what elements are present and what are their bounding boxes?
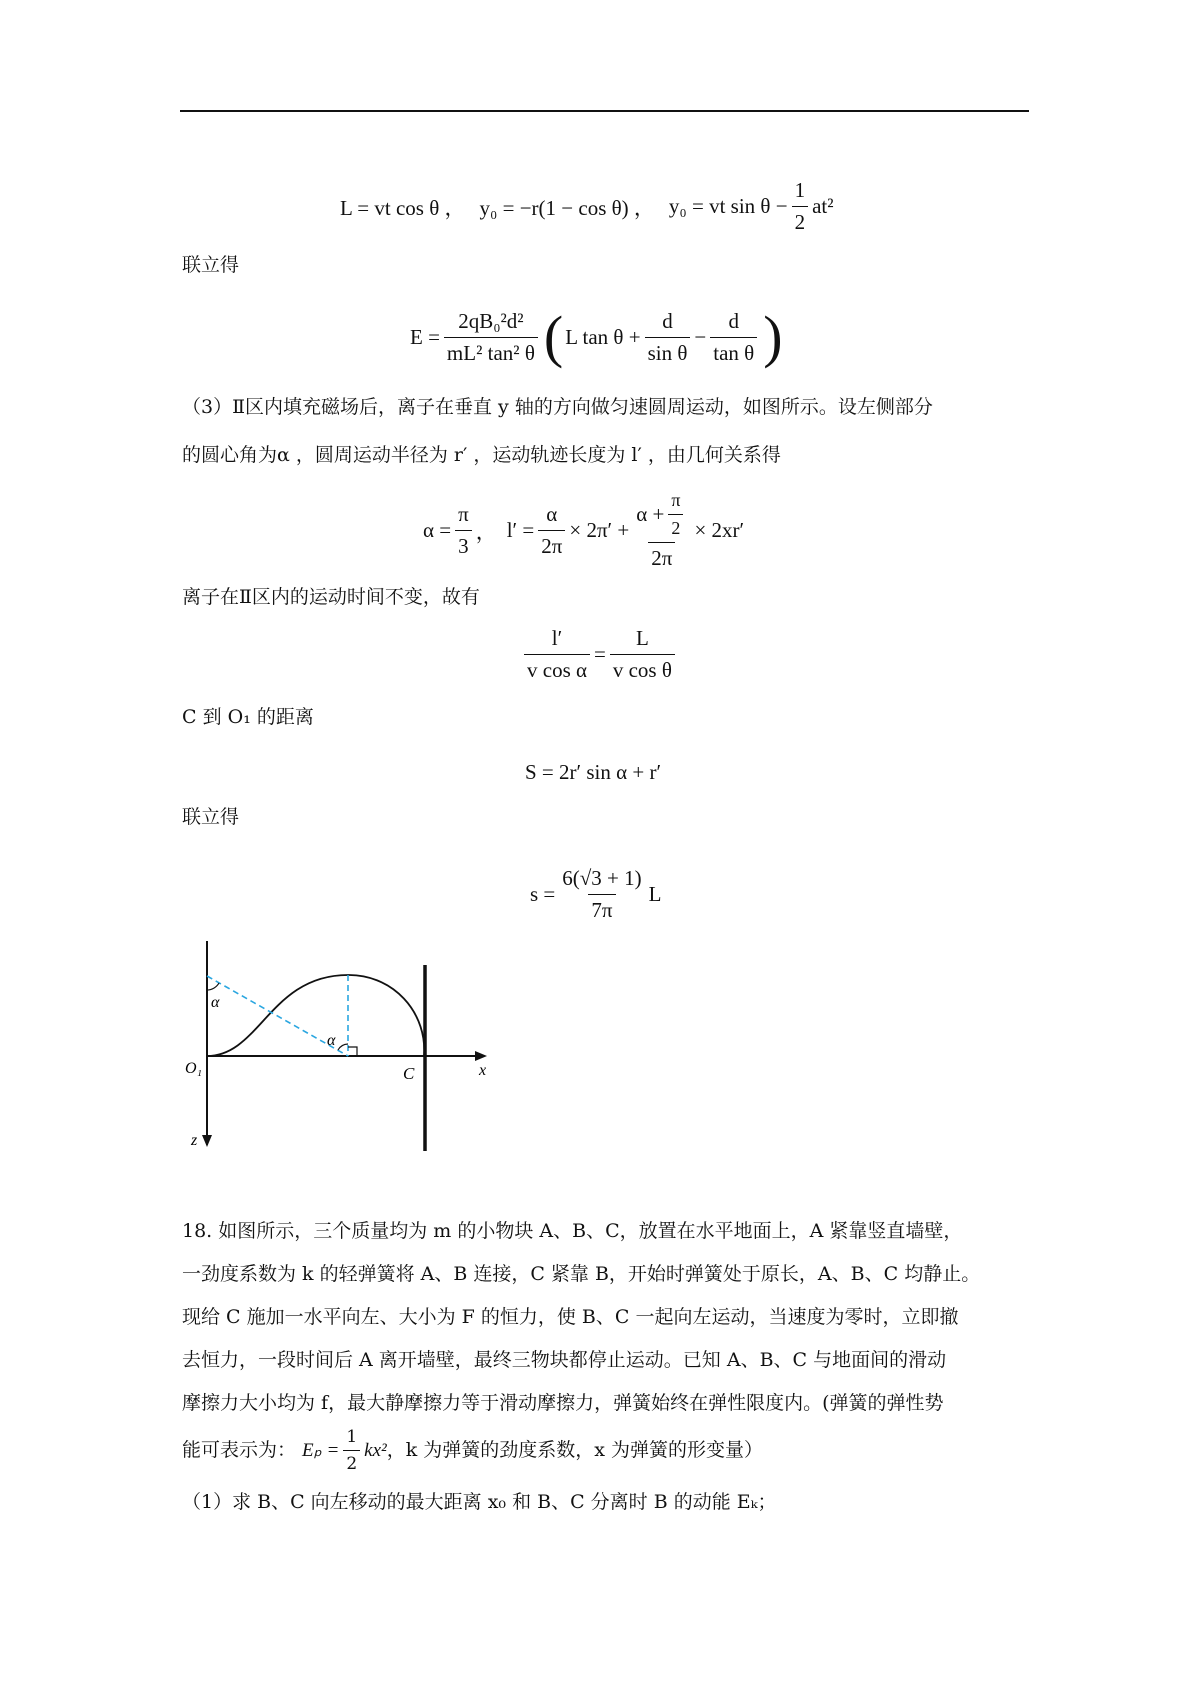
label-x: x [479, 1062, 487, 1079]
label-c: C [403, 1064, 415, 1083]
p18-line5: 摩擦力大小均为 f，最大静摩擦力等于滑动摩擦力，弹簧始终在弹性限度内。(弹簧的弹性势 [182, 1392, 944, 1414]
trajectory-diagram [175, 935, 515, 1155]
label-alpha-top: α [211, 994, 220, 1011]
eq3-frac1: $\frac{\alpha}{2\pi}$ [538, 502, 565, 559]
equation-alpha-l [423, 490, 744, 571]
eq2-frac-sin: $\frac{d}{\text{sin θ}}$ [645, 309, 691, 366]
z-axis-arrow [202, 1135, 212, 1147]
eq-at2: at² [812, 194, 834, 218]
eq6-right: L [648, 882, 662, 906]
text-c-to-o1: C 到 O₁ 的距离 [182, 706, 314, 728]
eq3-comma: ， [475, 519, 497, 544]
left-paren: ( [543, 304, 564, 369]
eq-l-cos: L = vt cos θ ， [340, 195, 466, 220]
trajectory-curve [207, 975, 424, 1056]
p18-line2: 一劲度系数为 k 的轻弹簧将 A、B 连接，C 紧靠 B，开始时弹簧处于原长，A、B、C 均静止。 [182, 1263, 981, 1285]
text-part3-line2: 的圆心角为α ，圆周运动半径为 r′ ，运动轨迹长度为 l′ ，由几何关系得 [182, 444, 781, 466]
eq3-alpha: α = [423, 518, 452, 542]
angle-arc-mid [338, 1044, 348, 1050]
eq3-l: l′ = [506, 518, 535, 542]
label-o1: O₁ [185, 1060, 203, 1077]
eq4-frac1: $\frac{l'}{\text{v cos α}}$ [524, 626, 590, 683]
p18-line4: 去恒力，一段时间后 A 离开墙壁，最终三物块都停止运动。已知 A、B、C 与地面间的滑动 [182, 1349, 947, 1371]
x-axis-arrow [475, 1051, 487, 1061]
eq4-equals: = [594, 642, 606, 666]
eq3-frac2: α + $\frac{\pi}{2}$ 2π [633, 490, 690, 571]
eq4-frac2: $\frac{L}{\text{v cos θ}}$ [610, 626, 675, 683]
eq6-frac: $\frac{6(√3 + 1)}{7\pi}$ [562, 866, 642, 922]
equation-time-ratio [520, 626, 679, 683]
trajectory-figure [175, 935, 515, 1159]
label-alpha-mid: α [327, 1032, 336, 1049]
eq6-left: s = [530, 882, 556, 906]
eq2-frac-tan: $\frac{d}{\text{tan θ}}$ [710, 309, 757, 366]
eq2-left: E = [410, 324, 440, 349]
eq3-end: × 2xr′ [694, 518, 745, 542]
p18-question-1: （1）求 B、C 向左移动的最大距离 x₀ 和 B、C 分离时 B 的动能 Eₖ； [182, 1491, 777, 1513]
p18-line6: 能可表示为： Eₚ = $\frac{1}{2}$ kx² ，k 为弹簧的劲度系数，x 为弹簧的形变量） [182, 1426, 764, 1474]
eq2-ltan: L tan θ + [565, 324, 641, 349]
eq2-minus: − [694, 324, 707, 349]
p18-line1: 18. 如图所示，三个质量均为 m 的小物块 A、B、C，放置在水平地面上，A 紧靠竖直墙壁， [182, 1220, 963, 1242]
p18-line3: 现给 C 施加一水平向左、大小为 F 的恒力，使 B、C 一起向左运动，当速度为零时，立即撤 [182, 1306, 959, 1328]
equation-result [530, 866, 661, 923]
eq3-mid: × 2π′ + [569, 518, 630, 542]
header-rule [180, 110, 1029, 112]
eq-y0-r: y₀ = −r(1 − cos θ) ， [479, 195, 655, 220]
equation-e-field [410, 304, 785, 369]
problem-18 [182, 1210, 1028, 1524]
fraction-half: $\frac{1}{2}$ [792, 178, 809, 235]
angle-arc-top [207, 983, 219, 990]
equation-distance: S = 2r′ sin α + r′ [525, 760, 662, 784]
eq2-main-fraction: $\frac{\text{2qB₀²d²}}{\text{mL² tan² θ}}$ [444, 309, 538, 366]
text-lianli-1: 联立得 [182, 254, 240, 276]
text-time-same: 离子在Ⅱ区内的运动时间不变，故有 [182, 586, 480, 608]
eq-y0-vt: y₀ = vt sin θ − [668, 194, 788, 218]
label-z: z [191, 1132, 198, 1149]
right-angle-marker [348, 1047, 357, 1056]
text-part3-line1: （3）Ⅱ区内填充磁场后，离子在垂直 y 轴的方向做匀速圆周运动，如图所示。设左侧部分 [182, 396, 933, 418]
text-lianli-2: 联立得 [182, 806, 240, 828]
p18-half: $\frac{1}{2}$ [343, 1427, 360, 1474]
eq3-pi-third: $\frac{\pi}{3}$ [455, 502, 472, 559]
equation-kinematics [340, 178, 834, 235]
right-paren: ) [763, 304, 783, 369]
